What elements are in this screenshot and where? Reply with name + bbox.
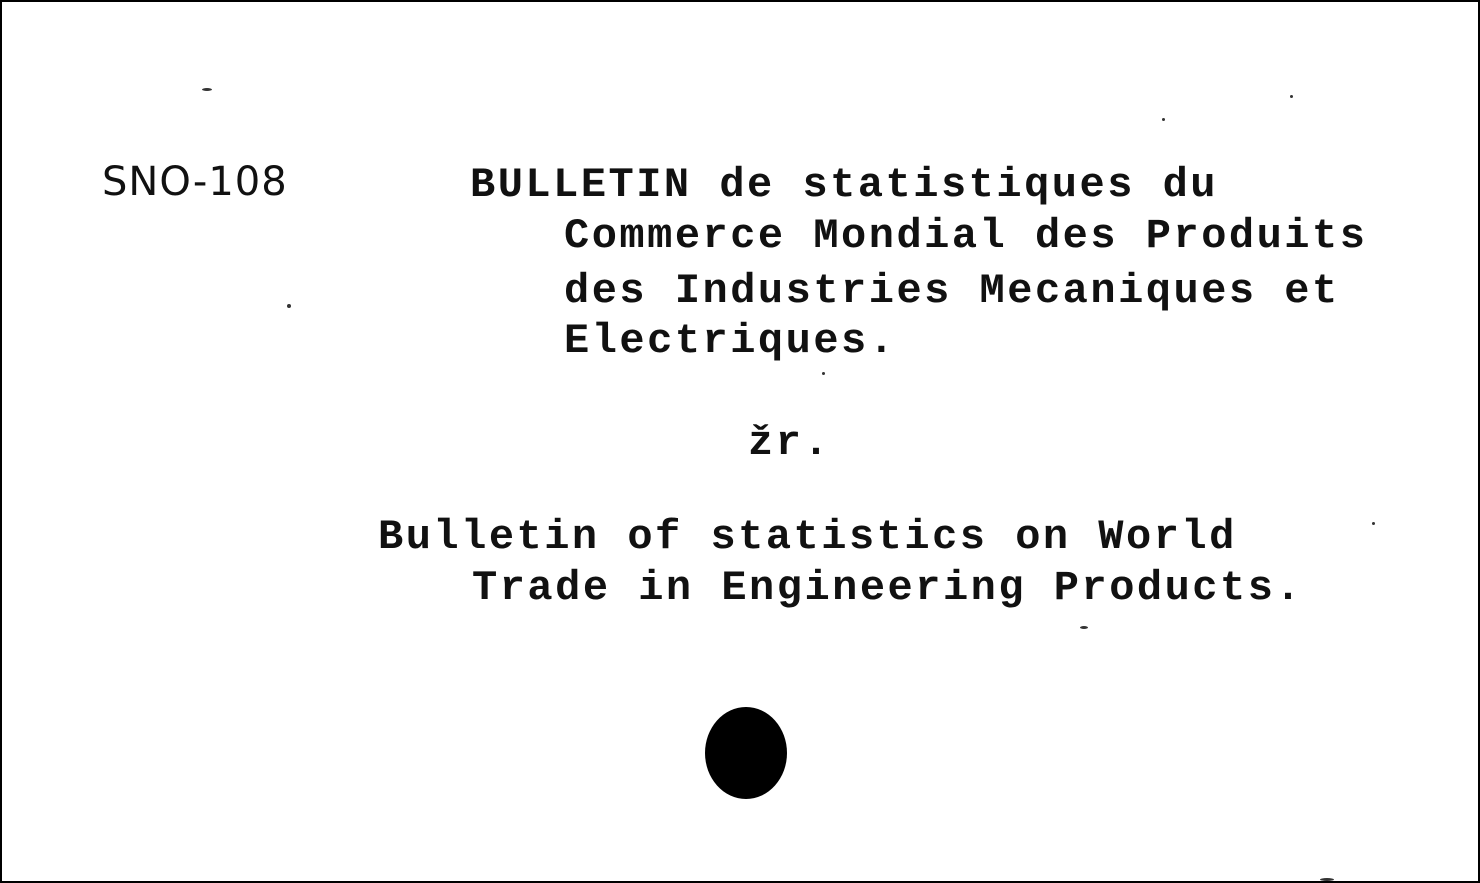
french-title-line-4: Electriques. — [564, 317, 897, 365]
ink-speck — [1372, 522, 1375, 525]
english-title-line-2: Trade in Engineering Products. — [472, 564, 1304, 612]
ink-speck — [1320, 878, 1334, 881]
ink-speck — [1162, 118, 1165, 121]
ink-speck — [202, 88, 212, 91]
ink-speck — [1080, 626, 1088, 629]
english-title-line-1: Bulletin of statistics on World — [378, 513, 1237, 561]
french-title-line-3: des Industries Mecaniques et — [564, 267, 1340, 315]
punch-hole — [705, 707, 787, 799]
ink-speck — [1290, 95, 1293, 98]
language-note: žr. — [748, 419, 832, 467]
ink-speck — [822, 372, 825, 375]
french-title-line-2: Commerce Mondial des Produits — [564, 212, 1368, 260]
ink-speck — [287, 304, 291, 308]
call-number: SNO-108 — [102, 159, 288, 205]
french-title-line-1: BULLETIN de statistiques du — [470, 161, 1219, 209]
